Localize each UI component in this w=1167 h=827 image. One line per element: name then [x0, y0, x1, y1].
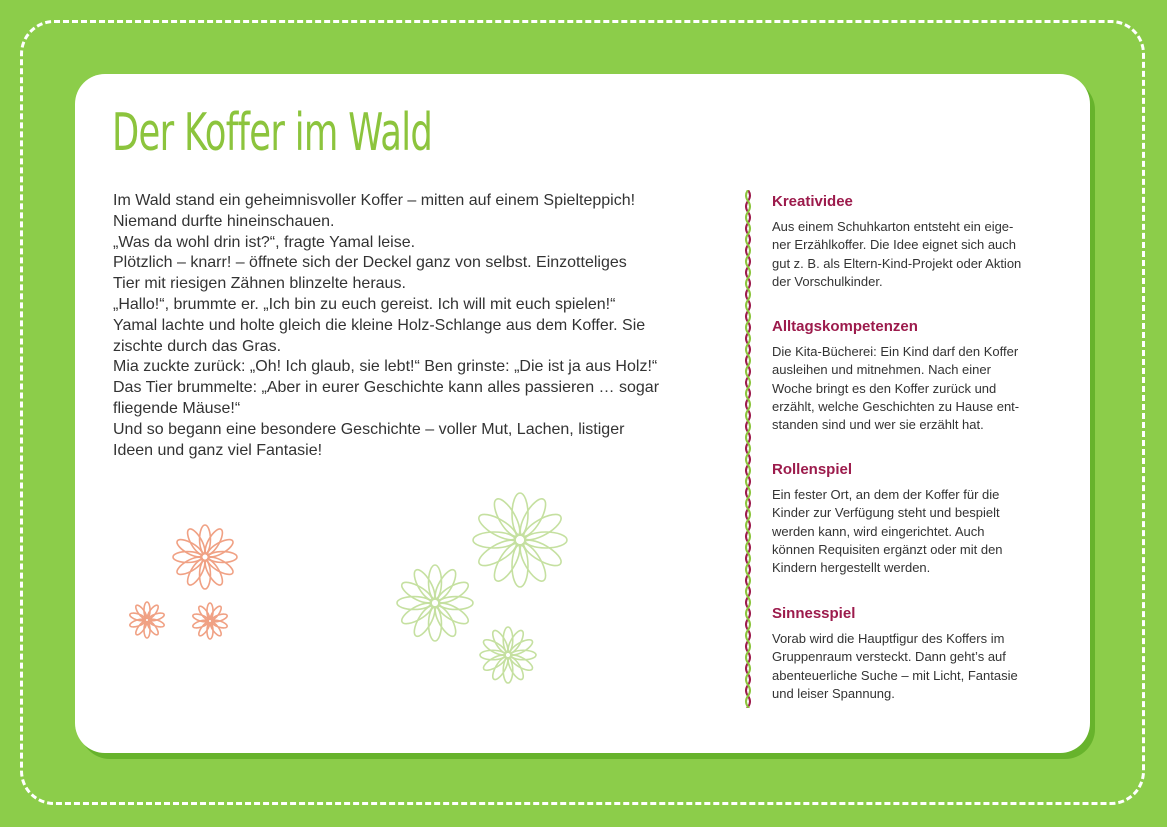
story-line: Yamal lachte und holte gleich die kleine Holz-Schlange aus dem Koffer. Sie — [113, 316, 646, 334]
section-line: ner Erzählkoffer. Die Idee eignet sich auch — [772, 237, 1017, 253]
story-line: Mia zuckte zurück: „Oh! Ich glaub, sie lebt!“ Ben grinste: „Die ist ja aus Holz!“ — [113, 358, 658, 376]
section-text — [772, 630, 1018, 703]
story-line: Das Tier brummelte: „Aber in eurer Geschichte kann alles passieren … sogar — [113, 379, 660, 397]
section-heading: Kreatividee — [772, 193, 853, 210]
page-title: Der Koffer im Wald — [112, 103, 433, 163]
section-heading: Rollenspiel — [772, 461, 853, 478]
section-line: Gruppenraum versteckt. Dann geht’s auf — [772, 649, 1006, 665]
section-heading: Alltagskompetenzen — [772, 318, 918, 335]
section-line: gut z. B. als Eltern-Kind-Projekt oder Aktion — [772, 255, 1022, 271]
section-heading: Sinnesspiel — [772, 605, 856, 622]
section-sinnesspiel — [772, 604, 1018, 703]
section-line: ausleihen und mitnehmen. Nach einer — [772, 362, 991, 378]
section-line: der Vorschulkinder. — [772, 273, 883, 289]
section-line: werden kann, wird eingerichtet. Auch — [772, 523, 985, 539]
section-text — [772, 343, 1019, 434]
section-line: Kindern hergestellt werden. — [772, 560, 931, 576]
story-line: fliegende Mäuse!“ — [113, 399, 241, 417]
story-line: Plötzlich – knarr! – öffnete sich der Deckel ganz von selbst. Einzotteliges — [113, 254, 627, 272]
section-line: Woche bringt es den Koffer zurück und — [772, 380, 997, 396]
section-text — [772, 218, 1021, 291]
section-line: erzählt, welche Geschichten zu Hause ent- — [772, 398, 1020, 414]
section-line: können Requisiten ergänzt oder mit den — [772, 541, 1003, 557]
story-line: Im Wald stand ein geheimnisvoller Koffer – mitten auf einem Spielteppich! — [113, 192, 636, 209]
section-line: und leiser Spannung. — [772, 685, 895, 701]
section-alltagskompetenzen — [772, 317, 1019, 434]
section-kreatividee — [772, 192, 1021, 291]
section-line: Die Kita-Bücherei: Ein Kind darf den Koffer — [772, 344, 1019, 359]
story-line: Ideen und ganz viel Fantasie! — [113, 441, 323, 459]
section-line: Vorab wird die Hauptfigur des Koffers im — [772, 631, 1005, 646]
section-text — [772, 486, 1003, 577]
section-line: Aus einem Schuhkarton entsteht ein eige- — [772, 219, 1014, 234]
story-line: Tier mit riesigen Zähnen blinzelte heraus. — [113, 275, 406, 293]
section-line: Ein fester Ort, an dem der Koffer für die — [772, 487, 1000, 502]
story-text — [113, 191, 693, 461]
story-line: „Hallo!“, brummte er. „Ich bin zu euch gereist. Ich will mit euch spielen!“ — [113, 295, 616, 313]
story-line: Niemand durfte hineinschauen. — [113, 212, 335, 230]
story-line: Und so begann eine besondere Geschichte – voller Mut, Lachen, listiger — [113, 420, 625, 438]
story-line: zischte durch das Gras. — [113, 337, 282, 355]
story-line: „Was da wohl drin ist?“, fragte Yamal leise. — [113, 233, 416, 251]
section-line: Kinder zur Verfügung steht und bespielt — [772, 505, 1000, 521]
section-rollenspiel — [772, 460, 1003, 577]
section-line: standen sind und wer sie erzählt hat. — [772, 417, 984, 433]
wavy-divider — [738, 190, 758, 708]
section-line: abenteuerliche Suche – mit Licht, Fantasie — [772, 667, 1018, 683]
